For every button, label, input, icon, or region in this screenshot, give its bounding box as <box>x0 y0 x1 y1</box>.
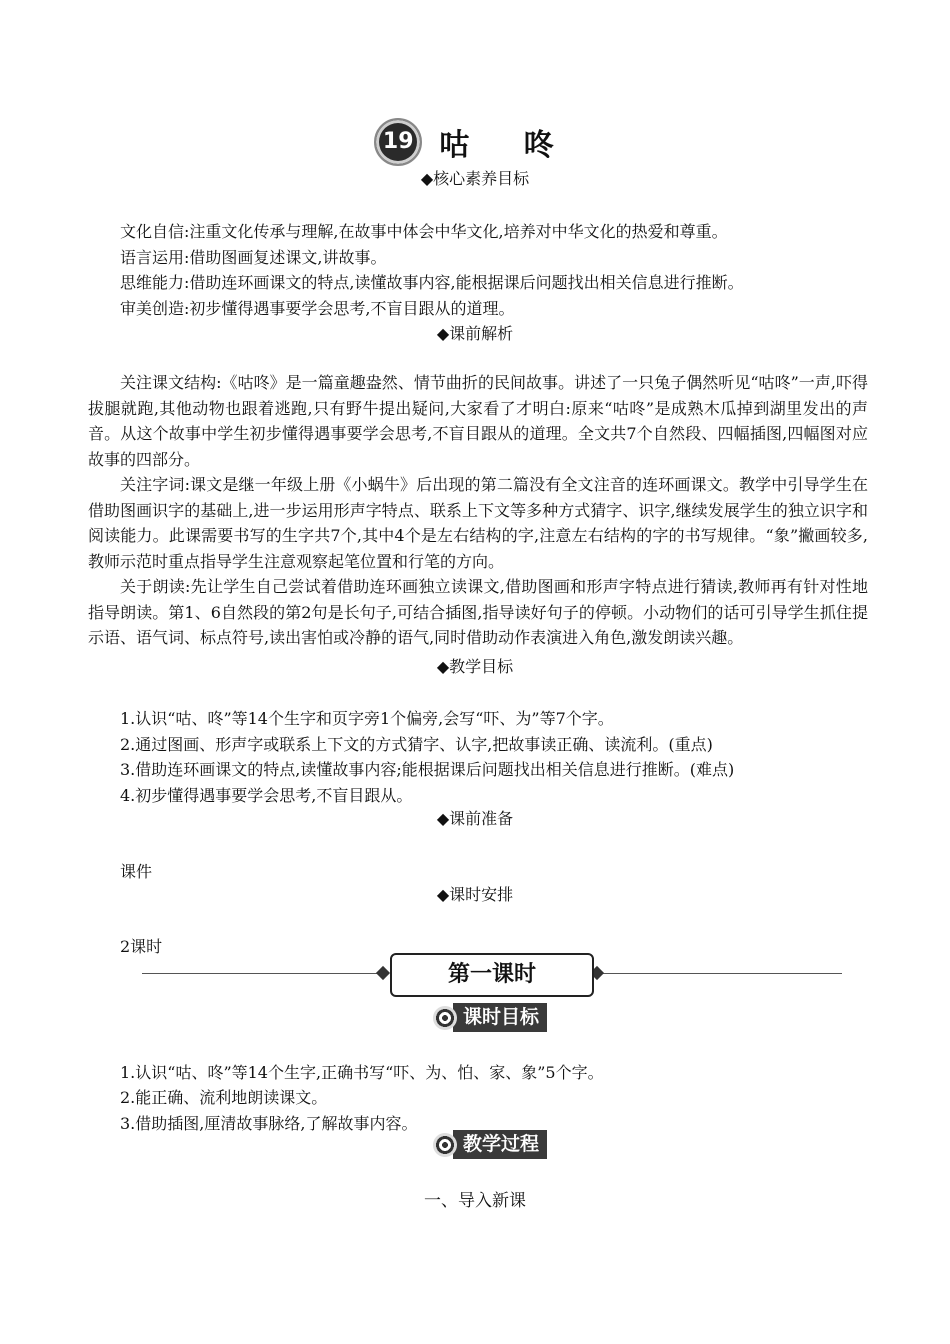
teaching-goal-item: 1.认识“咕、咚”等14个生字和页字旁1个偏旁,会写“吓、为”等7个字。 <box>120 709 614 728</box>
divider-line-left <box>142 973 382 974</box>
teaching-process-tag-label: 教学过程 <box>453 1130 547 1159</box>
teaching-goal-item: 4.初步懂得遇事要学会思考,不盲目跟从。 <box>120 786 413 805</box>
period-goal-item: 1.认识“咕、咚”等14个生字,正确书写“吓、为、怕、家、象”5个字。 <box>120 1063 604 1082</box>
core-literacy-item: 文化自信:注重文化传承与理解,在故事中体会中华文化,培养对中华文化的热爱和尊重。 <box>120 222 728 241</box>
core-literacy-item: 语言运用:借助图画复述课文,讲故事。 <box>120 248 387 267</box>
teaching-goal-item: 3.借助连环画课文的特点,读懂故事内容;能根据课后问题找出相关信息进行推断。(难点) <box>120 760 735 779</box>
analysis-paragraph: 关注字词:课文是继一年级上册《小蜗牛》后出现的第二篇没有全文注音的连环画课文。教学中引导学生在借助图画识字的基础上,进一步运用形声字特点、联系上下文等多种方式猜字、识字,继续发展学生的独立识字和阅读能力。此课需要书写的生字共7个,其中4个是左右结构的字,注意左右结构的字的书写规律。“象”撇画较多,教师示范时重点指导学生注意观察起笔位置和行笔的方向。 <box>88 475 868 571</box>
section-heading-teaching-goals: ◆教学目标 <box>436 657 514 676</box>
section-heading-core-literacy: ◆核心素养目标 <box>420 169 530 188</box>
preparation-text: 课件 <box>120 862 153 881</box>
teaching-process-tag <box>433 1130 547 1159</box>
analysis-paragraph: 关注课文结构:《咕咚》是一篇童趣盎然、情节曲折的民间故事。讲述了一只兔子偶然听见“咕咚”一声,吓得拔腿就跑,其他动物也跟着逃跑,只有野牛提出疑问,大家看了才明白:原来“咕咚”是成熟木瓜掉到湖里发出的声音。从这个故事中学生初步懂得遇事要学会思考,不盲目跟从的道理。全文共7个自然段、四幅插图,四幅图对应故事的四部分。 <box>88 373 868 469</box>
analysis-paragraph: 关于朗读:先让学生自己尝试着借助连环画独立读课文,借助图画和形声字特点进行猜读,教师再有针对性地指导朗读。第1、6自然段的第2句是长句子,可结合插图,指导读好句子的停顿。小动物们的话可引导学生抓住提示语、语气词、标点符号,读出害怕或冷静的语气,同时借助动作表演进入角色,激发朗读兴趣。 <box>88 577 868 647</box>
schedule-text: 2课时 <box>120 937 163 956</box>
divider-dot-left <box>376 966 390 980</box>
core-literacy-item: 思维能力:借助连环画课文的特点,读懂故事内容,能根据课后问题找出相关信息进行推断。 <box>120 273 744 292</box>
divider-line-right <box>598 973 842 974</box>
period-goals-tag <box>433 1003 547 1032</box>
lesson-header <box>0 118 950 166</box>
step-heading: 一、导入新课 <box>424 1191 526 1211</box>
section-heading-pre-analysis: ◆课前解析 <box>436 324 514 343</box>
section-heading-preparation: ◆课前准备 <box>436 809 514 828</box>
period-goal-item: 3.借助插图,厘清故事脉络,了解故事内容。 <box>120 1114 418 1133</box>
period-goal-item: 2.能正确、流利地朗读课文。 <box>120 1088 328 1107</box>
lesson-title: 咕 咚 <box>439 128 576 163</box>
period-title: 第一课时 <box>390 953 594 997</box>
core-literacy-item: 审美创造:初步懂得遇事要学会思考,不盲目跟从的道理。 <box>120 299 515 318</box>
section-heading-schedule: ◆课时安排 <box>436 885 514 904</box>
period-goals-tag-label: 课时目标 <box>453 1003 547 1032</box>
analysis-section <box>88 370 868 651</box>
target-icon <box>433 1133 457 1157</box>
teaching-goal-item: 2.通过图画、形声字或联系上下文的方式猜字、认字,把故事读正确、读流利。(重点) <box>120 735 713 754</box>
target-icon <box>433 1006 457 1030</box>
lesson-number-badge: 19 <box>374 118 422 166</box>
